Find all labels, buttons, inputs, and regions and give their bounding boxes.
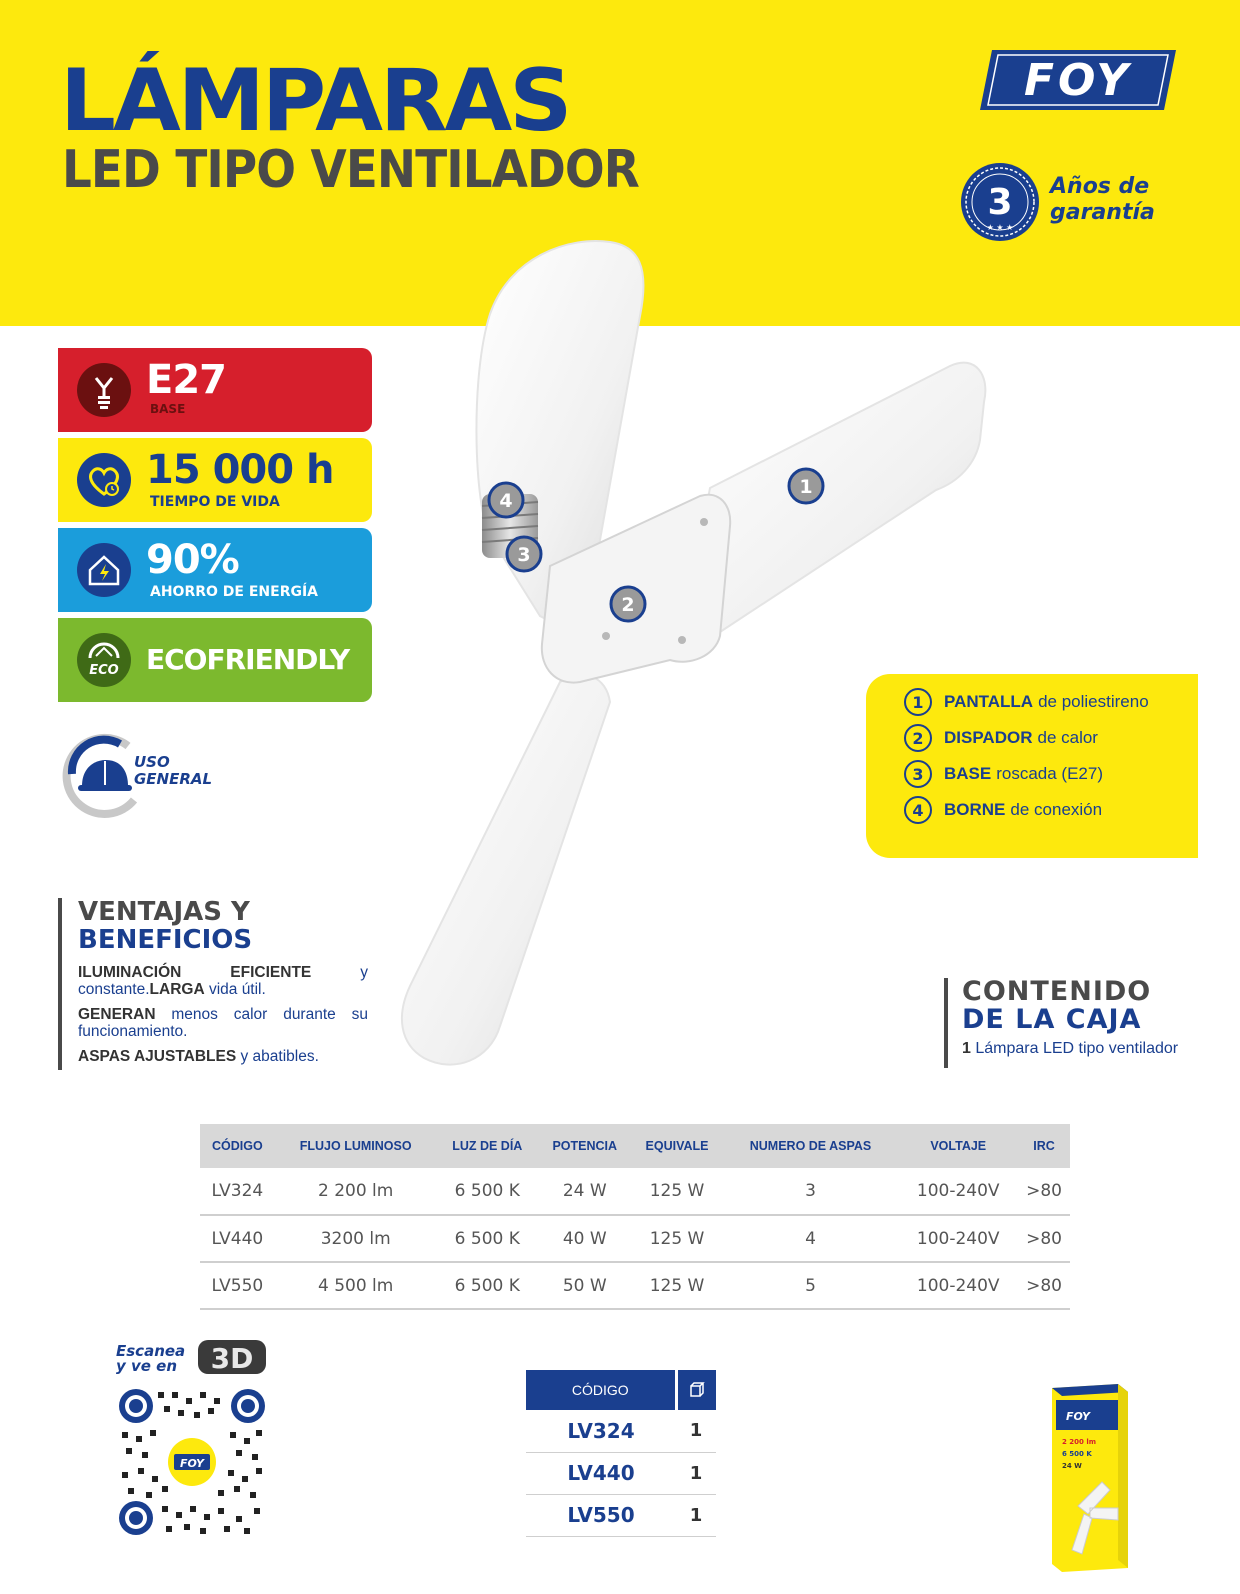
feature-label: BASE [150,402,186,416]
marker-3 [507,537,541,571]
table-cell: LV550 [200,1262,275,1309]
benefits-title-line2: BENEFICIOS [78,925,253,955]
benefit-strong: LARGA [149,981,205,998]
packaging-qty: 1 [676,1494,716,1536]
3d-badge-icon [196,1336,268,1376]
contents-title-line1: CONTENIDO [962,976,1152,1007]
specs-header: IRC [1018,1124,1070,1168]
uso-line2: GENERAL [134,770,213,788]
warranty-seal-icon [960,162,1040,242]
foy-logo [978,48,1178,112]
contents-item [962,1040,1224,1058]
parts-legend [866,674,1198,858]
table-cell: >80 [1018,1168,1070,1215]
packaging-header-code: CÓDIGO [526,1370,676,1410]
specs-header: CÓDIGO [200,1124,275,1168]
specs-header: EQUIVALE [631,1124,722,1168]
table-cell: 3200 lm [275,1215,437,1262]
svg-text:2: 2 [621,594,635,616]
legend-number: 3 [904,760,932,788]
specs-header-row [200,1124,1070,1168]
feature-eco [58,618,372,702]
benefit-strong: ASPAS AJUSTABLES [78,1048,237,1065]
contents-desc: Lámpara LED tipo ventilador [970,1040,1179,1057]
table-cell: LV324 [200,1168,275,1215]
eco-icon [76,632,132,688]
benefit-rest: menos calor durante su funcionamiento. [78,1006,368,1040]
feature-value: E27 [146,357,226,403]
packaging-code: LV324 [526,1410,676,1452]
svg-text:FOY: FOY [1065,1410,1091,1423]
legend-number: 2 [904,724,932,752]
bulb-icon [76,362,132,418]
benefit-rest: vida útil. [204,981,266,998]
legend-item [904,688,1149,716]
table-cell: 125 W [631,1262,722,1309]
feature-label: TIEMPO DE VIDA [150,494,280,510]
table-cell: >80 [1018,1215,1070,1262]
table-cell: LV440 [200,1215,275,1262]
warranty-number: 3 [987,182,1013,223]
svg-text:24 W: 24 W [1062,1462,1082,1470]
qr-caption-line1: Escanea [116,1342,186,1360]
feature-value: 15 000 h [146,447,334,493]
legend-item [904,760,1103,788]
table-cell: >80 [1018,1262,1070,1309]
contents-title-line2: DE LA CAJA [962,1004,1142,1035]
benefits-body [78,964,368,1065]
table-cell: 125 W [631,1215,722,1262]
qr-caption-line2: y ve en [116,1357,178,1375]
svg-text:3D: 3D [210,1342,254,1375]
table-row [200,1215,1070,1262]
warranty-line1: Años de [1050,174,1150,199]
svg-text:★ ★ ★: ★ ★ ★ [986,223,1014,232]
box-icon [688,1380,706,1398]
table-cell: 4 [723,1215,899,1262]
benefit-strong: ILUMINACIÓN EFICIENTE [78,964,312,981]
benefits-title-line1: VENTAJAS Y [78,897,250,927]
feature-saving [58,528,372,612]
heart-clock-icon [76,452,132,508]
table-cell: 50 W [538,1262,631,1309]
uso-general-badge [58,730,238,822]
specs-table [200,1124,1070,1310]
table-row [526,1410,716,1452]
feature-value: 90% [146,537,239,583]
svg-text:ECO: ECO [89,663,119,678]
svg-text:FOY: FOY [179,1457,205,1470]
legend-rest: de calor [1037,728,1098,747]
uso-general-text [134,754,212,788]
feature-value: ECOFRIENDLY [146,643,350,676]
svg-text:1: 1 [799,476,813,498]
benefit-item [78,1048,368,1065]
table-row [200,1168,1070,1215]
svg-text:4: 4 [499,490,513,512]
packaging-code: LV440 [526,1452,676,1494]
benefit-rest: y constante. [78,964,368,998]
benefit-strong: GENERAN [78,1006,156,1023]
benefit-rest: y abatibles. [236,1048,319,1065]
svg-text:6 500 K: 6 500 K [1062,1450,1092,1458]
legend-strong: BORNE [944,800,1006,819]
packaging-code: LV550 [526,1494,676,1536]
packaging-header-row [526,1370,716,1410]
table-row [526,1494,716,1536]
benefit-item [78,1006,368,1040]
contents-qty: 1 [962,1040,971,1057]
marker-1 [789,469,823,503]
marker-4 [489,483,523,517]
feature-base [58,348,372,432]
table-cell: 24 W [538,1168,631,1215]
uso-line1: USO [134,753,170,771]
table-cell: 100-240V [898,1262,1018,1309]
qr-code[interactable] [118,1388,266,1536]
legend-rest: de poliestireno [1038,692,1149,711]
warranty-text [1050,174,1155,226]
specs-header: POTENCIA [538,1124,631,1168]
table-row [526,1452,716,1494]
benefit-item [78,964,368,998]
product-lamp-illustration [370,236,1010,1066]
table-cell: 6 500 K [437,1168,538,1215]
legend-number: 4 [904,796,932,824]
specs-header: NUMERO DE ASPAS [723,1124,899,1168]
packaging-table [526,1370,716,1537]
marker-2 [611,587,645,621]
legend-number: 1 [904,688,932,716]
legend-strong: DISPADOR [944,728,1033,747]
legend-item [904,724,1098,752]
page-subtitle: LED TIPO VENTILADOR [62,140,639,200]
legend-strong: BASE [944,764,992,783]
table-cell: 125 W [631,1168,722,1215]
table-cell: 6 500 K [437,1262,538,1309]
logo-text: FOY [1023,54,1133,106]
box-contents-section [944,978,1224,1068]
table-cell: 4 500 lm [275,1262,437,1309]
packaging-header-qty [676,1370,716,1410]
specs-header: VOLTAJE [898,1124,1018,1168]
house-energy-icon [76,542,132,598]
packaging-qty: 1 [676,1410,716,1452]
feature-label: AHORRO DE ENERGÍA [150,584,319,600]
legend-strong: PANTALLA [944,692,1034,711]
table-cell: 100-240V [898,1215,1018,1262]
product-box-image [1048,1378,1132,1574]
warranty-line2: garantía [1050,200,1155,225]
table-cell: 2 200 lm [275,1168,437,1215]
legend-rest: de conexión [1010,800,1103,819]
feature-lifetime [58,438,372,522]
specs-header: FLUJO LUMINOSO [275,1124,437,1168]
table-row [200,1262,1070,1309]
table-cell: 5 [723,1262,899,1309]
legend-item [904,796,1102,824]
svg-text:3: 3 [517,544,531,566]
table-cell: 3 [723,1168,899,1215]
table-cell: 100-240V [898,1168,1018,1215]
table-cell: 40 W [538,1215,631,1262]
benefits-section [58,898,368,1070]
table-cell: 6 500 K [437,1215,538,1262]
packaging-qty: 1 [676,1452,716,1494]
specs-header: LUZ DE DÍA [437,1124,538,1168]
svg-text:2 200 lm: 2 200 lm [1062,1438,1097,1446]
qr-caption [116,1344,185,1374]
legend-rest: roscada (E27) [996,764,1104,783]
page-title: LÁMPARAS [60,51,570,151]
